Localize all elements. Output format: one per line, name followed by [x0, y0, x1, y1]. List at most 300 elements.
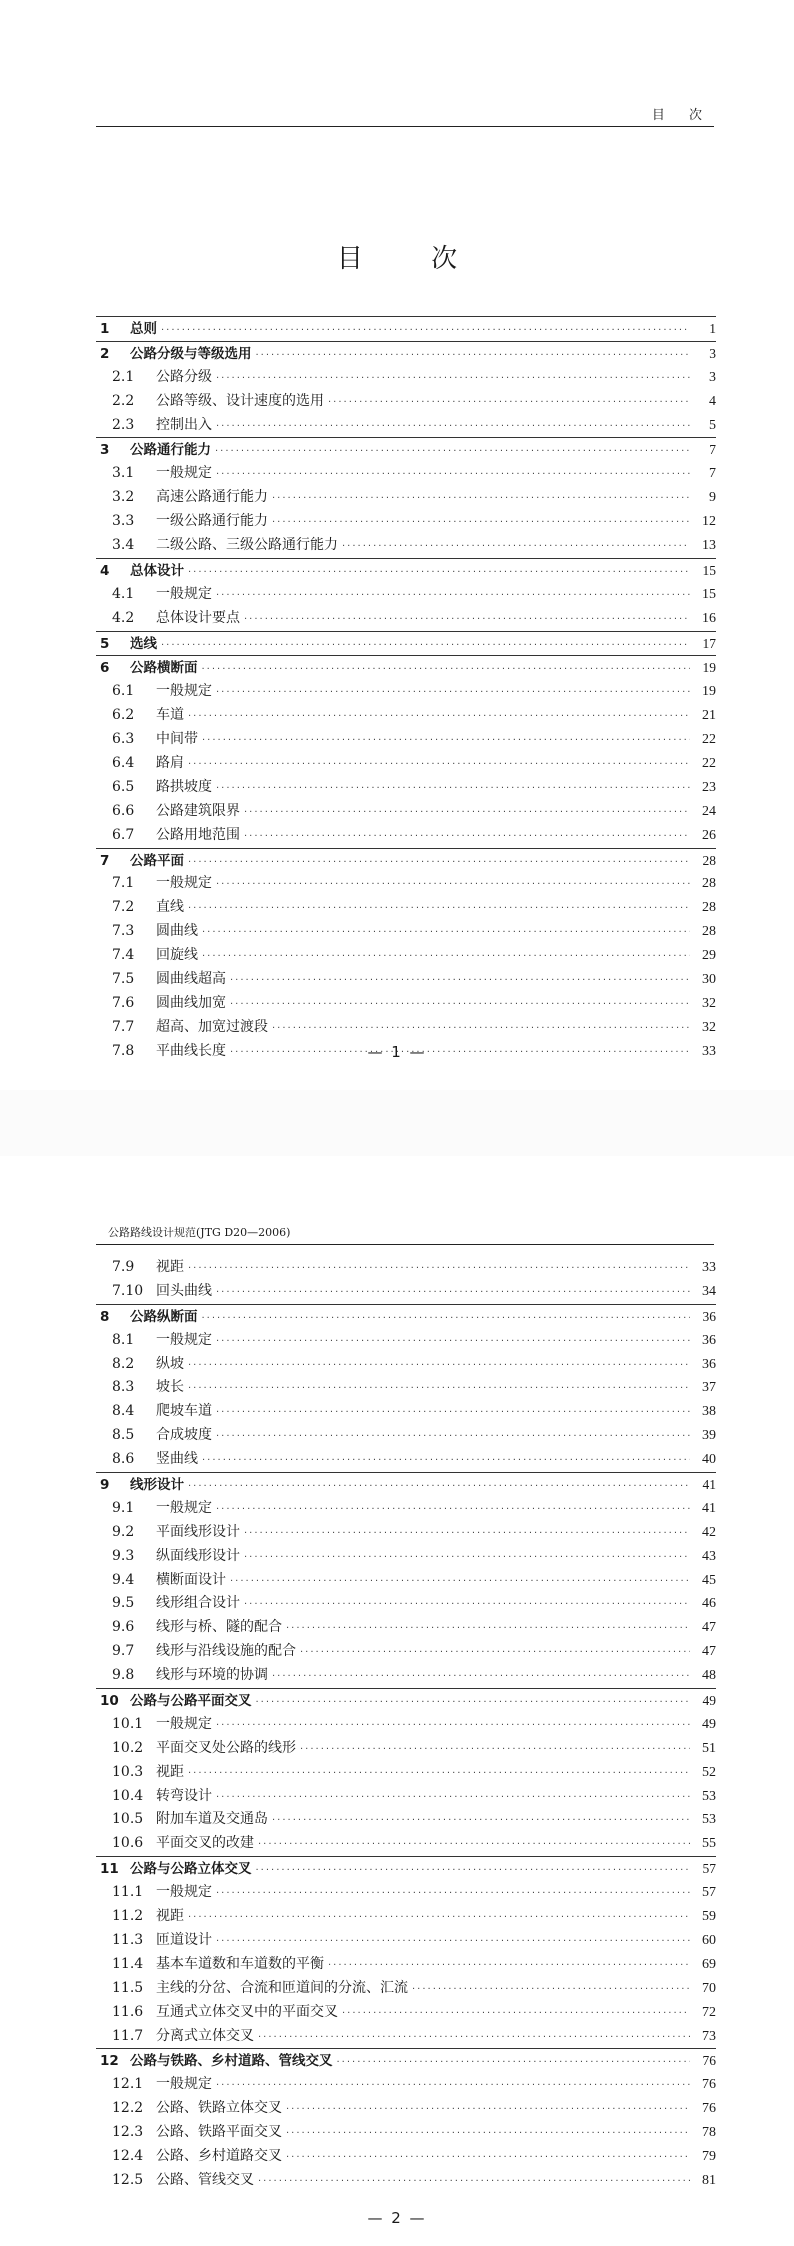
- entry-title: 公路等级、设计速度的选用: [156, 392, 324, 409]
- entry-number: 4.1: [112, 585, 135, 602]
- entry-title: 中间带: [156, 731, 198, 748]
- page-footer: — 2 —: [367, 2209, 427, 2227]
- entry-number: 10.2: [112, 1739, 144, 1756]
- entry-title: 平面交叉的改建: [156, 1835, 254, 1852]
- dot-leader: [286, 1623, 690, 1634]
- dot-leader: [161, 325, 690, 336]
- entry-page-number: 39: [702, 1428, 716, 1444]
- toc-section-entry: [96, 1929, 716, 1953]
- toc-section-entry: [96, 414, 716, 438]
- entry-page-number: 34: [702, 1283, 716, 1299]
- entry-page-number: 24: [702, 803, 716, 819]
- entry-page-number: 28: [702, 924, 716, 940]
- dot-leader: [216, 879, 690, 890]
- entry-page-number: 81: [702, 2172, 716, 2188]
- dot-leader: [256, 350, 691, 361]
- entry-number: 7: [100, 852, 110, 869]
- entry-number: 9: [100, 1477, 110, 1494]
- dot-leader: [216, 590, 690, 601]
- toc-section-entry: [96, 920, 716, 944]
- dot-leader: [188, 1263, 690, 1274]
- entry-title: 选线: [130, 635, 157, 652]
- dot-leader: [342, 2008, 690, 2019]
- entry-page-number: 28: [702, 900, 716, 916]
- toc-chapter-entry: [96, 632, 716, 656]
- dot-leader: [161, 640, 690, 651]
- entry-title: 总体设计要点: [156, 609, 240, 626]
- entry-page-number: 16: [702, 610, 716, 626]
- entry-page-number: 30: [702, 972, 716, 988]
- entry-page-number: 73: [702, 2028, 716, 2044]
- toc-section-entry: [96, 1016, 716, 1040]
- entry-number: 3.3: [112, 513, 135, 530]
- entry-number: 8.3: [112, 1379, 135, 1396]
- toc-chapter-entry: [96, 2049, 716, 2073]
- entry-title: 车道: [156, 707, 184, 724]
- entry-page-number: 42: [702, 1524, 716, 1540]
- entry-title: 纵面线形设计: [156, 1547, 240, 1564]
- dot-leader: [337, 2057, 691, 2068]
- entry-number: 12.5: [112, 2171, 144, 2188]
- entry-page-number: 49: [702, 1716, 716, 1732]
- entry-page-number: 41: [702, 1477, 716, 1493]
- entry-page-number: 40: [702, 1452, 716, 1468]
- toc-section-entry: [96, 1280, 716, 1304]
- entry-title: 总体设计: [130, 562, 184, 579]
- entry-number: 8.2: [112, 1355, 135, 1372]
- entry-page-number: 3: [709, 369, 716, 385]
- entry-number: 9.7: [112, 1643, 135, 1660]
- entry-page-number: 79: [702, 2148, 716, 2164]
- entry-title: 线形设计: [130, 1477, 184, 1494]
- dot-leader: [342, 541, 690, 552]
- dot-leader: [188, 1360, 690, 1371]
- toc-list: [96, 316, 716, 1064]
- dot-leader: [202, 1313, 691, 1324]
- toc-section-entry: [96, 896, 716, 920]
- entry-title: 主线的分岔、合流和匝道间的分流、汇流: [156, 1979, 408, 1996]
- dot-leader: [258, 2176, 690, 2187]
- dot-leader: [215, 446, 690, 457]
- toc-section-entry: [96, 462, 716, 486]
- entry-page-number: 36: [702, 1356, 716, 1372]
- entry-page-number: 5: [709, 417, 716, 433]
- entry-page-number: 19: [702, 660, 716, 676]
- entry-page-number: 36: [702, 1308, 716, 1324]
- toc-chapter-entry: [96, 849, 716, 873]
- entry-title: 爬坡车道: [156, 1403, 212, 1420]
- entry-page-number: 52: [702, 1764, 716, 1780]
- entry-number: 7.4: [112, 947, 135, 964]
- entry-number: 10.1: [112, 1715, 144, 1732]
- entry-page-number: 37: [702, 1380, 716, 1396]
- entry-number: 11: [100, 1861, 119, 1878]
- entry-page-number: 26: [702, 827, 716, 843]
- toc-section-entry: [96, 1953, 716, 1977]
- toc-section-entry: [96, 607, 716, 631]
- entry-number: 10.6: [112, 1835, 144, 1852]
- entry-number: 2.3: [112, 416, 135, 433]
- dot-leader: [202, 664, 691, 675]
- entry-number: 7.10: [112, 1282, 144, 1299]
- entry-page-number: 49: [702, 1693, 716, 1709]
- entry-page-number: 21: [702, 708, 716, 724]
- entry-number: 2.1: [112, 368, 135, 385]
- entry-title: 一般规定: [156, 1715, 212, 1732]
- entry-page-number: 7: [709, 466, 716, 482]
- toc-section-entry: [96, 1761, 716, 1785]
- dot-leader: [216, 1336, 690, 1347]
- entry-number: 2.2: [112, 392, 135, 409]
- toc-section-entry: [96, 2145, 716, 2169]
- entry-title: 竖曲线: [156, 1451, 198, 1468]
- entry-page-number: 45: [702, 1572, 716, 1588]
- toc-section-entry: [96, 1905, 716, 1929]
- toc-section-entry: [96, 1640, 716, 1664]
- dot-leader: [272, 493, 690, 504]
- dot-leader: [216, 1407, 690, 1418]
- entry-page-number: 53: [702, 1788, 716, 1804]
- entry-page-number: 7: [709, 442, 716, 458]
- entry-title: 坡长: [156, 1379, 184, 1396]
- dot-leader: [216, 1720, 690, 1731]
- entry-title: 匝道设计: [156, 1931, 212, 1948]
- entry-title: 控制出入: [156, 416, 212, 433]
- dot-leader: [244, 831, 690, 842]
- entry-title: 圆曲线加宽: [156, 994, 226, 1011]
- toc-chapter-entry: [96, 1305, 716, 1329]
- dot-leader: [216, 2080, 690, 2091]
- toc-section-entry: [96, 1376, 716, 1400]
- entry-page-number: 15: [702, 586, 716, 602]
- dot-leader: [258, 2032, 690, 2043]
- dot-leader: [244, 1552, 690, 1563]
- toc-section-entry: [96, 2169, 716, 2193]
- dot-leader: [202, 951, 690, 962]
- toc-section-entry: [96, 1521, 716, 1545]
- entry-title: 路肩: [156, 755, 184, 772]
- entry-title: 视距: [156, 1908, 184, 1925]
- toc-section-entry: [96, 800, 716, 824]
- entry-number: 8.4: [112, 1403, 135, 1420]
- dot-leader: [202, 927, 690, 938]
- entry-number: 6.2: [112, 707, 135, 724]
- entry-title: 公路、管线交叉: [156, 2171, 254, 2188]
- entry-page-number: 28: [702, 852, 716, 868]
- entry-number: 11.3: [112, 1931, 144, 1948]
- entry-title: 圆曲线超高: [156, 971, 226, 988]
- header-rule: [96, 126, 714, 127]
- toc-section-entry: [96, 1737, 716, 1761]
- dot-leader: [256, 1697, 691, 1708]
- dot-leader: [188, 903, 690, 914]
- entry-title: 一般规定: [156, 875, 212, 892]
- entry-page-number: 59: [702, 1909, 716, 1925]
- entry-title: 合成坡度: [156, 1427, 212, 1444]
- toc-chapter-entry: [96, 656, 716, 680]
- dot-leader: [216, 1504, 690, 1515]
- entry-number: 7.6: [112, 994, 135, 1011]
- dot-leader: [412, 1984, 690, 1995]
- entry-number: 7.5: [112, 971, 135, 988]
- entry-page-number: 22: [702, 756, 716, 772]
- entry-number: 12.2: [112, 2100, 144, 2117]
- page-gap: [0, 1090, 794, 1156]
- entry-number: 12.4: [112, 2147, 144, 2164]
- entry-page-number: 15: [702, 562, 716, 578]
- entry-title: 横断面设计: [156, 1571, 226, 1588]
- toc-section-entry: [96, 968, 716, 992]
- entry-title: 超高、加宽过渡段: [156, 1018, 268, 1035]
- entry-page-number: 12: [702, 514, 716, 530]
- toc-chapter-entry: [96, 438, 716, 462]
- toc-section-entry: [96, 366, 716, 390]
- entry-number: 11.1: [112, 1884, 144, 1901]
- toc-chapter-entry: [96, 317, 716, 341]
- entry-number: 8.1: [112, 1331, 135, 1348]
- entry-number: 9.1: [112, 1499, 135, 1516]
- entry-title: 二级公路、三级公路通行能力: [156, 537, 338, 554]
- entry-number: 7.2: [112, 899, 135, 916]
- entry-page-number: 32: [702, 995, 716, 1011]
- toc-section-entry: [96, 992, 716, 1016]
- dot-leader: [256, 1865, 691, 1876]
- toc-chapter-entry: [96, 342, 716, 366]
- entry-title: 线形与沿线设施的配合: [156, 1643, 296, 1660]
- toc-section-entry: [96, 1592, 716, 1616]
- entry-number: 9.4: [112, 1571, 135, 1588]
- entry-number: 3.1: [112, 465, 135, 482]
- toc-page-1: [0, 0, 794, 1090]
- entry-title: 一般规定: [156, 465, 212, 482]
- entry-number: 10.3: [112, 1763, 144, 1780]
- entry-title: 高速公路通行能力: [156, 489, 268, 506]
- entry-page-number: 28: [702, 876, 716, 892]
- toc-section-entry: [96, 1808, 716, 1832]
- toc-section-entry: [96, 2025, 716, 2049]
- entry-number: 5: [100, 635, 110, 652]
- entry-title: 平面线形设计: [156, 1523, 240, 1540]
- dot-leader: [328, 1960, 690, 1971]
- toc-section-entry: [96, 1881, 716, 1905]
- entry-title: 公路横断面: [130, 660, 198, 677]
- dot-leader: [188, 759, 690, 770]
- entry-title: 公路与公路立体交叉: [130, 1861, 252, 1878]
- toc-section-entry: [96, 1616, 716, 1640]
- entry-page-number: 57: [702, 1885, 716, 1901]
- entry-title: 线形组合设计: [156, 1595, 240, 1612]
- dot-leader: [300, 1744, 690, 1755]
- toc-section-entry: [96, 944, 716, 968]
- dot-leader: [216, 421, 690, 432]
- entry-number: 6.4: [112, 755, 135, 772]
- entry-page-number: 76: [702, 2053, 716, 2069]
- entry-title: 公路平面: [130, 852, 184, 869]
- entry-title: 直线: [156, 899, 184, 916]
- entry-number: 9.8: [112, 1667, 135, 1684]
- dot-leader: [216, 1888, 690, 1899]
- entry-number: 8.6: [112, 1451, 135, 1468]
- entry-page-number: 72: [702, 2004, 716, 2020]
- dot-leader: [188, 1768, 690, 1779]
- dot-leader: [258, 1839, 690, 1850]
- entry-page-number: 43: [702, 1548, 716, 1564]
- toc-section-entry: [96, 1497, 716, 1521]
- toc-section-entry: [96, 486, 716, 510]
- entry-number: 7.9: [112, 1259, 135, 1275]
- toc-section-entry: [96, 510, 716, 534]
- dot-leader: [286, 2128, 690, 2139]
- entry-number: 6.1: [112, 683, 135, 700]
- entry-page-number: 46: [702, 1596, 716, 1612]
- dot-leader: [244, 807, 690, 818]
- dot-leader: [244, 1528, 690, 1539]
- toc-section-entry: [96, 1329, 716, 1353]
- entry-number: 11.7: [112, 2027, 144, 2044]
- toc-section-entry: [96, 824, 716, 848]
- toc-section-entry: [96, 1424, 716, 1448]
- dot-leader: [272, 1815, 690, 1826]
- dot-leader: [328, 397, 690, 408]
- dot-leader: [300, 1647, 690, 1658]
- page-footer: — 1 —: [367, 1043, 427, 1061]
- dot-leader: [286, 2104, 690, 2115]
- entry-page-number: 70: [702, 1980, 716, 1996]
- dot-leader: [188, 1383, 690, 1394]
- entry-title: 公路与公路平面交叉: [130, 1693, 252, 1710]
- dot-leader: [216, 1792, 690, 1803]
- entry-page-number: 9: [709, 490, 716, 506]
- entry-page-number: 69: [702, 1956, 716, 1972]
- toc-section-entry: [96, 872, 716, 896]
- toc-page-2: [0, 1156, 794, 2246]
- toc-section-entry: [96, 704, 716, 728]
- entry-title: 一般规定: [156, 2076, 212, 2093]
- dot-leader: [202, 1455, 690, 1466]
- toc-section-entry: [96, 1664, 716, 1688]
- entry-title: 平面交叉处公路的线形: [156, 1739, 296, 1756]
- entry-number: 3.2: [112, 489, 135, 506]
- entry-title: 一般规定: [156, 1331, 212, 1348]
- entry-page-number: 76: [702, 2077, 716, 2093]
- entry-number: 7.3: [112, 923, 135, 940]
- entry-number: 7.1: [112, 875, 135, 892]
- entry-title: 一般规定: [156, 585, 212, 602]
- entry-number: 2: [100, 345, 110, 362]
- dot-leader: [188, 711, 690, 722]
- entry-number: 6.7: [112, 826, 135, 843]
- toc-section-entry: [96, 1256, 716, 1280]
- entry-title: 一级公路通行能力: [156, 513, 268, 530]
- entry-number: 8.5: [112, 1427, 135, 1444]
- entry-number: 4.2: [112, 609, 135, 626]
- entry-title: 公路建筑限界: [156, 802, 240, 819]
- toc-section-entry: [96, 680, 716, 704]
- entry-title: 公路、铁路平面交叉: [156, 2124, 282, 2141]
- entry-title: 公路纵断面: [130, 1308, 198, 1325]
- toc-section-entry: [96, 752, 716, 776]
- entry-page-number: 22: [702, 732, 716, 748]
- toc-section-entry: [96, 1977, 716, 2001]
- toc-section-entry: [96, 1569, 716, 1593]
- entry-page-number: 55: [702, 1836, 716, 1852]
- entry-number: 11.5: [112, 1979, 144, 1996]
- entry-title: 基本车道数和车道数的平衡: [156, 1955, 324, 1972]
- dot-leader: [230, 999, 690, 1010]
- entry-number: 12.3: [112, 2124, 144, 2141]
- entry-number: 7.8: [112, 1042, 135, 1059]
- entry-page-number: 3: [709, 345, 716, 361]
- toc-section-entry: [96, 390, 716, 414]
- entry-title: 转弯设计: [156, 1787, 212, 1804]
- toc-section-entry: [96, 1785, 716, 1809]
- entry-title: 一般规定: [156, 1499, 212, 1516]
- toc-chapter-entry: [96, 1473, 716, 1497]
- entry-page-number: 23: [702, 779, 716, 795]
- dot-leader: [216, 783, 690, 794]
- entry-title: 回头曲线: [156, 1282, 212, 1299]
- toc-chapter-entry: [96, 1857, 716, 1881]
- entry-title: 公路分级: [156, 368, 212, 385]
- entry-title: 互通式立体交叉中的平面交叉: [156, 2003, 338, 2020]
- entry-number: 11.4: [112, 1955, 144, 1972]
- toc-section-entry: [96, 534, 716, 558]
- entry-title: 视距: [156, 1763, 184, 1780]
- entry-number: 9.3: [112, 1547, 135, 1564]
- entry-title: 分离式立体交叉: [156, 2027, 254, 2044]
- toc-section-entry: [96, 2097, 716, 2121]
- entry-number: 12: [100, 2053, 119, 2070]
- entry-title: 公路用地范围: [156, 826, 240, 843]
- entry-number: 9.5: [112, 1595, 135, 1612]
- entry-title: 公路与铁路、乡村道路、管线交叉: [130, 2053, 333, 2070]
- entry-page-number: 17: [702, 635, 716, 651]
- toc-section-entry: [96, 2073, 716, 2097]
- toc-chapter-entry: [96, 559, 716, 583]
- dot-leader: [216, 1936, 690, 1947]
- entry-number: 7.7: [112, 1018, 135, 1035]
- entry-number: 6.6: [112, 802, 135, 819]
- entry-title: 纵坡: [156, 1355, 184, 1372]
- dot-leader: [230, 975, 690, 986]
- toc-chapter-entry: [96, 1689, 716, 1713]
- entry-page-number: 36: [702, 1332, 716, 1348]
- toc-section-entry: [96, 1353, 716, 1377]
- dot-leader: [230, 1576, 690, 1587]
- entry-title: 公路通行能力: [130, 442, 211, 459]
- toc-section-entry: [96, 1832, 716, 1856]
- entry-page-number: 60: [702, 1932, 716, 1948]
- entry-page-number: 33: [702, 1260, 716, 1275]
- entry-page-number: 41: [702, 1500, 716, 1516]
- toc-section-entry: [96, 2121, 716, 2145]
- dot-leader: [286, 2152, 690, 2163]
- entry-number: 11.2: [112, 1908, 144, 1925]
- toc-section-entry: [96, 583, 716, 607]
- entry-number: 6: [100, 660, 110, 677]
- toc-section-entry: [96, 1448, 716, 1472]
- running-header: 目 次: [651, 108, 712, 123]
- entry-number: 10.4: [112, 1787, 144, 1804]
- entry-number: 3: [100, 442, 110, 459]
- dot-leader: [244, 614, 690, 625]
- entry-page-number: 57: [702, 1861, 716, 1877]
- entry-page-number: 47: [702, 1644, 716, 1660]
- page-title: 目 次: [336, 244, 488, 274]
- entry-page-number: 38: [702, 1404, 716, 1420]
- entry-page-number: 47: [702, 1620, 716, 1636]
- dot-leader: [216, 687, 690, 698]
